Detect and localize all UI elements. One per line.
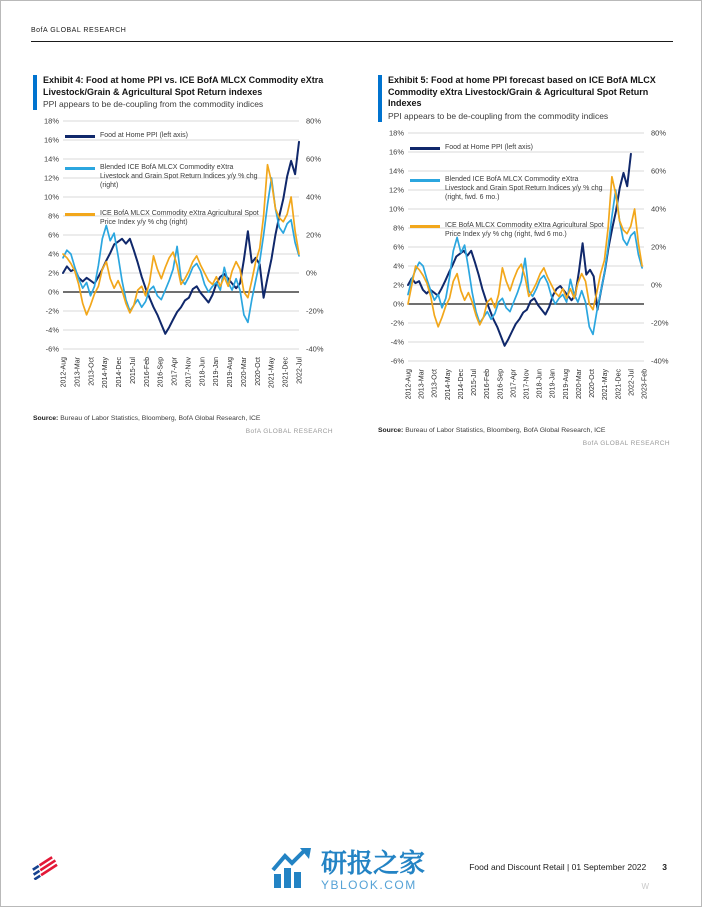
- svg-text:2018-Jun: 2018-Jun: [199, 357, 207, 387]
- svg-text:2017-Apr: 2017-Apr: [510, 369, 518, 398]
- svg-text:20%: 20%: [651, 242, 667, 252]
- svg-text:14%: 14%: [388, 166, 404, 176]
- svg-text:2016-Sep: 2016-Sep: [157, 357, 165, 388]
- exhibit-5-header: [378, 75, 674, 122]
- svg-text:-40%: -40%: [651, 356, 669, 366]
- svg-text:18%: 18%: [43, 117, 59, 127]
- svg-text:16%: 16%: [43, 136, 59, 146]
- legend-label: ICE BofA MLCX Commodity eXtra Agricultural Spot Price Index y/y % chg (right): [100, 210, 259, 227]
- exhibit-4-source: [33, 415, 337, 424]
- exhibit-5-brand: BofA GLOBAL RESEARCH: [582, 439, 670, 447]
- source-text: Bureau of Labor Statistics, Bloomberg, BofA Global Research, ICE: [60, 415, 261, 423]
- bofa-flag-logo: [29, 856, 67, 885]
- svg-text:2020-Oct: 2020-Oct: [589, 369, 597, 398]
- svg-text:2017-Nov: 2017-Nov: [523, 369, 531, 400]
- svg-text:80%: 80%: [306, 117, 322, 127]
- svg-text:-2%: -2%: [390, 318, 404, 328]
- svg-text:8%: 8%: [48, 212, 59, 222]
- svg-text:2021-May: 2021-May: [602, 369, 610, 401]
- svg-text:12%: 12%: [388, 185, 404, 195]
- svg-text:10%: 10%: [388, 204, 404, 214]
- svg-text:60%: 60%: [651, 166, 667, 176]
- svg-text:6%: 6%: [393, 242, 404, 252]
- svg-text:2019-Aug: 2019-Aug: [227, 357, 235, 388]
- svg-text:-40%: -40%: [306, 345, 324, 355]
- legend-label: Food at Home PPI (left axis): [445, 144, 533, 152]
- legend-label: Blended ICE BofA MLCX Commodity eXtra Livestock and Grain Spot Return Indices y/y % chg (right): [100, 164, 258, 189]
- footer-right: [469, 862, 667, 872]
- svg-text:2014-Dec: 2014-Dec: [457, 369, 465, 400]
- yblook-logo-icon: [271, 846, 313, 895]
- svg-text:2014-May: 2014-May: [102, 357, 110, 389]
- svg-text:2020-Mar: 2020-Mar: [241, 357, 248, 388]
- svg-text:-4%: -4%: [45, 326, 59, 336]
- svg-text:2015-Jul: 2015-Jul: [129, 357, 137, 385]
- line-chart-exhibit-5: [378, 125, 674, 426]
- svg-text:-4%: -4%: [390, 337, 404, 347]
- footer-faint-mark: W: [641, 882, 649, 891]
- exhibit-5-subtitle: PPI appears to be de-coupling from the commodity indices: [388, 111, 609, 122]
- exhibit-5-title: Exhibit 5: Food at home PPI forecast based on ICE BofA MLCX Commodity eXtra Livestock/Grain & Agricultural Spot Return Indexes: [388, 75, 656, 109]
- exhibit-4-subtitle: PPI appears to be de-coupling from the commodity indices: [43, 99, 264, 110]
- svg-text:2012-Aug: 2012-Aug: [60, 357, 68, 388]
- svg-text:2016-Feb: 2016-Feb: [143, 357, 151, 388]
- svg-text:-20%: -20%: [651, 318, 669, 328]
- svg-text:2020-Mar: 2020-Mar: [575, 369, 583, 400]
- svg-text:2021-May: 2021-May: [268, 357, 276, 389]
- svg-text:2%: 2%: [48, 269, 59, 279]
- svg-text:2017-Apr: 2017-Apr: [171, 357, 179, 387]
- yblook-watermark: [271, 846, 425, 895]
- footer-page-number: 3: [662, 862, 667, 872]
- svg-text:8%: 8%: [393, 223, 404, 233]
- svg-text:2015-Jul: 2015-Jul: [471, 369, 479, 396]
- svg-text:2019-Jan: 2019-Jan: [213, 357, 221, 387]
- exhibit-accent-bar: [378, 75, 382, 122]
- svg-text:60%: 60%: [306, 155, 322, 165]
- watermark-site: YBLOOK.COM: [321, 878, 417, 892]
- svg-text:40%: 40%: [306, 193, 322, 203]
- svg-text:-6%: -6%: [390, 356, 404, 366]
- svg-text:2%: 2%: [393, 280, 404, 290]
- svg-text:4%: 4%: [48, 250, 59, 260]
- svg-text:2013-Mar: 2013-Mar: [418, 369, 426, 400]
- exhibit-5-source: [378, 427, 674, 436]
- svg-text:2012-Aug: 2012-Aug: [405, 369, 413, 400]
- svg-text:0%: 0%: [48, 288, 59, 298]
- exhibit-4-title: Exhibit 4: Food at home PPI vs. ICE BofA MLCX Commodity eXtra Livestock/Grain & Agricultural Spot Return indexes: [43, 75, 324, 97]
- svg-text:2016-Sep: 2016-Sep: [497, 369, 505, 400]
- source-label: Source:: [378, 427, 404, 435]
- legend-label: Food at Home PPI (left axis): [100, 132, 188, 140]
- svg-text:2019-Aug: 2019-Aug: [562, 369, 570, 400]
- watermark-title: 研报之家: [321, 848, 426, 878]
- header-brand: BofA GLOBAL RESEARCH: [31, 27, 127, 34]
- svg-text:18%: 18%: [388, 128, 404, 138]
- svg-text:2018-Jun: 2018-Jun: [536, 369, 544, 399]
- legend-label: Blended ICE BofA MLCX Commodity eXtra Livestock and Grain Spot Return Indices y/y % chg (right, fwd. 6 mo.): [445, 176, 603, 201]
- svg-text:2022-Jul: 2022-Jul: [296, 357, 304, 385]
- svg-text:2013-Mar: 2013-Mar: [74, 357, 82, 388]
- exhibit-4-section: [33, 75, 337, 435]
- svg-text:6%: 6%: [48, 231, 59, 241]
- source-label: Source:: [33, 415, 59, 423]
- svg-text:-2%: -2%: [45, 307, 59, 317]
- svg-text:2019-Jan: 2019-Jan: [549, 369, 557, 399]
- exhibit-5-section: [378, 75, 674, 447]
- exhibit-4-header: [33, 75, 337, 110]
- svg-text:16%: 16%: [388, 147, 404, 157]
- svg-text:0%: 0%: [306, 269, 317, 279]
- exhibit-accent-bar: [33, 75, 37, 110]
- svg-text:0%: 0%: [651, 280, 662, 290]
- svg-text:2013-Oct: 2013-Oct: [431, 369, 439, 398]
- svg-text:2022-Jul: 2022-Jul: [628, 369, 636, 396]
- source-text: Bureau of Labor Statistics, Bloomberg, BofA Global Research, ICE: [405, 427, 606, 435]
- legend-label: ICE BofA MLCX Commodity eXtra Agricultural Spot Price Index y/y % chg (right, fwd 6 mo.): [445, 222, 604, 238]
- footer-doc-info: Food and Discount Retail | 01 September 2022: [469, 862, 647, 872]
- svg-text:2016-Feb: 2016-Feb: [484, 369, 492, 400]
- svg-text:2023-Feb: 2023-Feb: [641, 369, 649, 400]
- line-chart-exhibit-4: [33, 113, 337, 414]
- svg-text:40%: 40%: [651, 204, 667, 214]
- svg-text:10%: 10%: [43, 193, 59, 203]
- svg-text:2013-Oct: 2013-Oct: [88, 357, 96, 387]
- svg-text:2021-Dec: 2021-Dec: [282, 357, 290, 388]
- exhibit-4-brand: BofA GLOBAL RESEARCH: [245, 428, 333, 436]
- svg-text:0%: 0%: [393, 299, 404, 309]
- svg-text:12%: 12%: [43, 174, 59, 184]
- svg-text:20%: 20%: [306, 231, 322, 241]
- svg-text:4%: 4%: [393, 261, 404, 271]
- svg-text:80%: 80%: [651, 128, 667, 138]
- exhibit-5-chart: [378, 125, 674, 426]
- svg-text:14%: 14%: [43, 155, 59, 165]
- svg-text:2020-Oct: 2020-Oct: [254, 357, 262, 387]
- svg-text:2017-Nov: 2017-Nov: [185, 357, 193, 388]
- svg-text:-6%: -6%: [45, 345, 59, 355]
- header-rule: [31, 41, 673, 42]
- exhibit-4-chart: [33, 113, 337, 414]
- svg-text:2021-Dec: 2021-Dec: [615, 369, 623, 400]
- svg-text:2014-Dec: 2014-Dec: [116, 357, 123, 388]
- svg-text:-20%: -20%: [306, 307, 324, 317]
- svg-text:2014-May: 2014-May: [444, 369, 452, 401]
